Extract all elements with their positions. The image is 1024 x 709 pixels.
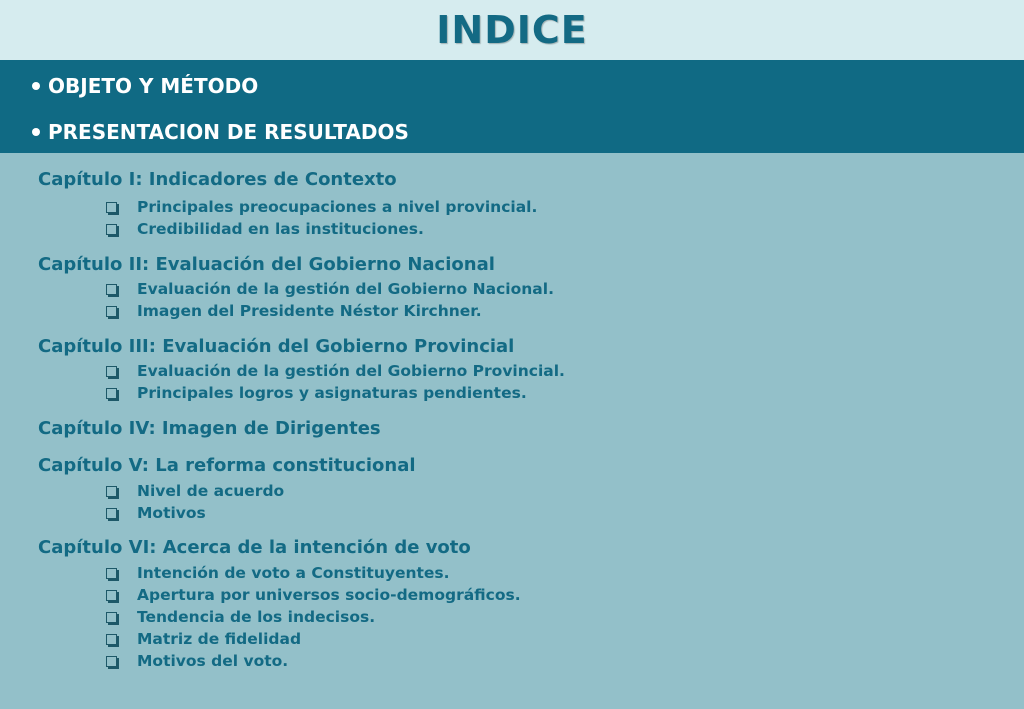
chapter-heading: Capítulo VI: Acerca de la intención de voto	[38, 537, 471, 558]
bullet-icon	[32, 128, 40, 136]
chapter-heading: Capítulo II: Evaluación del Gobierno Nacional	[38, 254, 495, 275]
checkbox-bullet-icon	[106, 486, 117, 497]
chapter-item	[104, 504, 206, 522]
checkbox-bullet-icon	[106, 388, 117, 399]
chapter-item	[104, 652, 288, 670]
chapter-heading: Capítulo III: Evaluación del Gobierno Provincial	[38, 336, 515, 357]
chapter-item-label: Motivos	[137, 504, 206, 522]
chapter-item	[104, 608, 375, 626]
chapter-item-label: Imagen del Presidente Néstor Kirchner.	[137, 302, 482, 320]
chapter-heading: Capítulo I: Indicadores de Contexto	[38, 169, 397, 190]
checkbox-bullet-icon	[106, 284, 117, 295]
chapter-heading: Capítulo IV: Imagen de Dirigentes	[38, 418, 381, 439]
chapter-item	[104, 220, 424, 238]
chapter-item	[104, 198, 537, 216]
band-item-objeto	[32, 74, 258, 98]
bullet-icon	[32, 82, 40, 90]
chapter-item	[104, 586, 521, 604]
checkbox-bullet-icon	[106, 224, 117, 235]
section-band	[0, 60, 1024, 153]
band-item-resultados	[32, 120, 409, 144]
chapter-item	[104, 482, 284, 500]
checkbox-bullet-icon	[106, 202, 117, 213]
chapter-item-label: Evaluación de la gestión del Gobierno Provincial.	[137, 362, 565, 380]
chapter-item-label: Evaluación de la gestión del Gobierno Nacional.	[137, 280, 554, 298]
checkbox-bullet-icon	[106, 508, 117, 519]
chapter-item	[104, 362, 565, 380]
band-item-label: OBJETO Y MÉTODO	[48, 74, 259, 98]
page-title: INDICE	[436, 8, 588, 52]
checkbox-bullet-icon	[106, 568, 117, 579]
checkbox-bullet-icon	[106, 306, 117, 317]
chapter-item	[104, 564, 450, 582]
chapter-item-label: Intención de voto a Constituyentes.	[137, 564, 450, 582]
chapter-item-label: Nivel de acuerdo	[137, 482, 285, 500]
checkbox-bullet-icon	[106, 634, 117, 645]
chapter-item	[104, 384, 527, 402]
chapter-item-label: Tendencia de los indecisos.	[137, 608, 376, 626]
checkbox-bullet-icon	[106, 656, 117, 667]
chapter-item	[104, 302, 482, 320]
checkbox-bullet-icon	[106, 366, 117, 377]
chapter-item-label: Apertura por universos socio-demográficos.	[137, 586, 521, 604]
title-bar	[0, 0, 1024, 60]
chapter-item-label: Matriz de fidelidad	[137, 630, 302, 648]
band-item-label: PRESENTACION DE RESULTADOS	[48, 120, 409, 144]
chapter-item	[104, 280, 554, 298]
chapter-heading: Capítulo V: La reforma constitucional	[38, 455, 416, 476]
checkbox-bullet-icon	[106, 612, 117, 623]
chapter-item-label: Principales logros y asignaturas pendientes.	[137, 384, 527, 402]
chapter-item-label: Credibilidad en las instituciones.	[137, 220, 424, 238]
chapter-item-label: Motivos del voto.	[137, 652, 289, 670]
chapter-item-label: Principales preocupaciones a nivel provincial.	[137, 198, 538, 216]
checkbox-bullet-icon	[106, 590, 117, 601]
chapter-item	[104, 630, 301, 648]
